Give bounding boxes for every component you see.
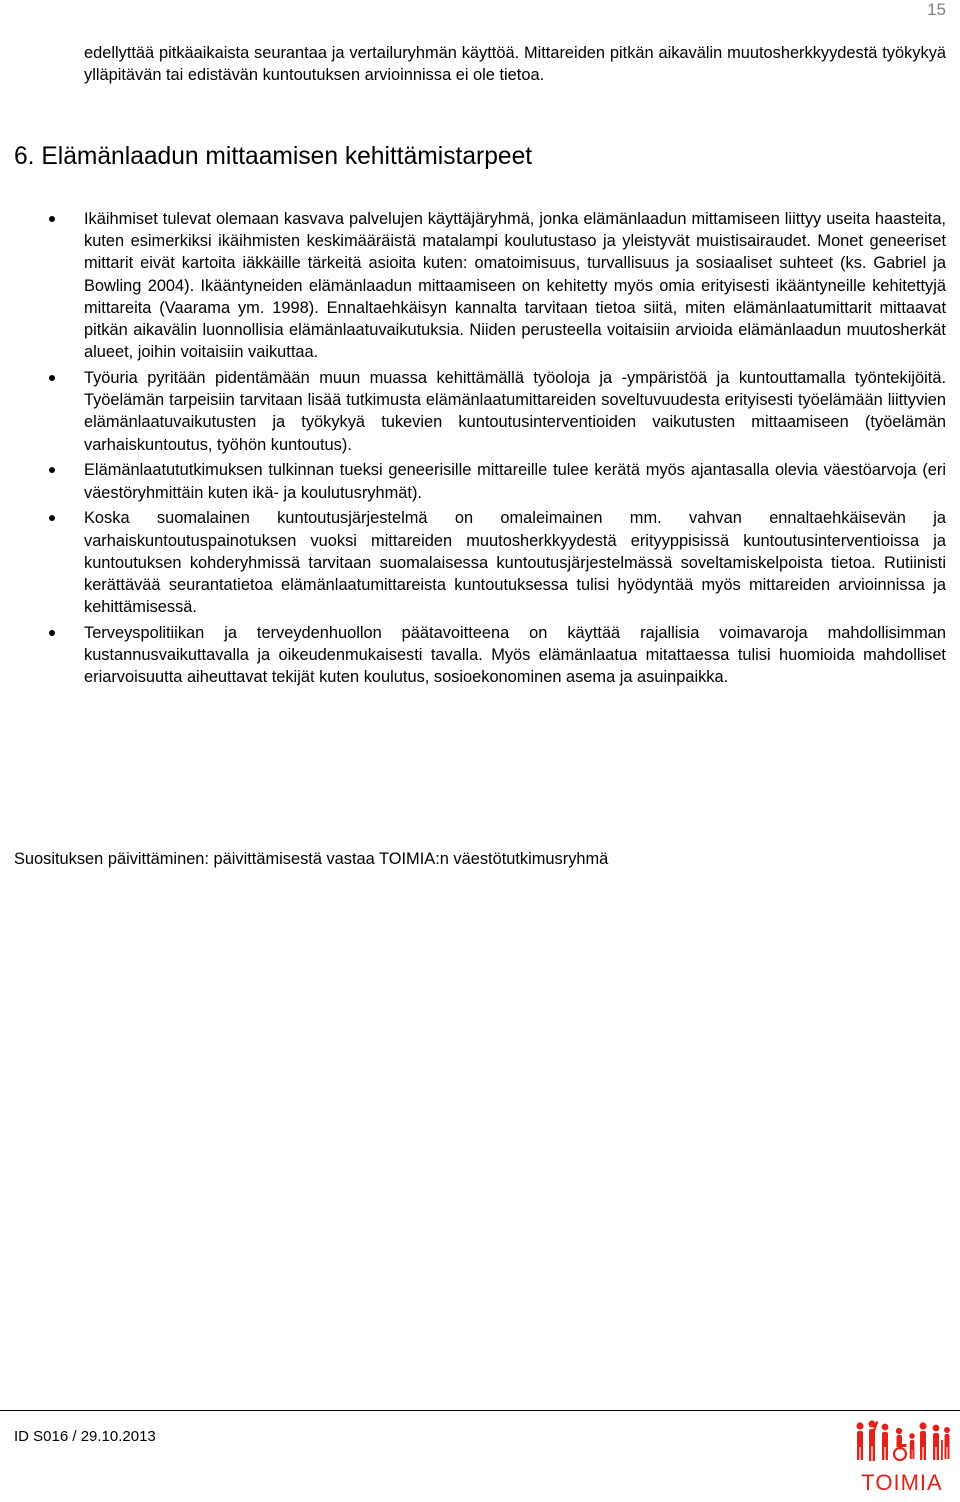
people-figures-logo-icon bbox=[852, 1418, 952, 1470]
bullet-dot-icon bbox=[49, 467, 55, 473]
list-item-text: Koska suomalainen kuntoutusjärjestelmä on omaleimainen mm. vahvan ennaltaehkäisevän ja varhaiskuntoutuspainotuksen vuoksi mittareiden muutosherkkyydestä erityyppisissä kuntoutusinterventioissa ja kuntoutuksen kohderyhmissä tarvitaan suomalaisessa kuntoutusjärjestelmässä soveltamiskelpoista tietoa. Rutiinisti kerättävää seurantatietoa elämänlaatumittareista kuntoutuksessa tulisi hyödyntää myös mittareiden arvioinnissa ja kehittämisessä. bbox=[84, 509, 946, 617]
section-heading: 6. Elämänlaadun mittaamisen kehittämistarpeet bbox=[14, 143, 533, 170]
list-item bbox=[0, 459, 946, 503]
intro-paragraph: edellyttää pitkäaikaista seurantaa ja vertailuryhmän käyttöä. Mittareiden pitkän aikavälin muutosherkkyydestä työkykyä ylläpitävän tai edistävän kuntoutuksen arvioinnissa ei ole tietoa. bbox=[84, 44, 946, 85]
bullet-dot-icon bbox=[49, 630, 55, 636]
bullet-dot-icon bbox=[49, 216, 55, 222]
list-item bbox=[0, 622, 946, 689]
list-item-text: Terveyspolitiikan ja terveydenhuollon päätavoitteena on käyttää rajallisia voimavaroja mahdollisimman kustannusvaikuttavalla ja oikeudenmukaisesti tavalla. Myös elämänlaatua mitattaessa tulisi huomioida mahdolliset eriarvoisuutta aiheuttavat tekijät kuten koulutus, sosioekonominen asema ja asuinpaikka. bbox=[84, 624, 946, 687]
toimia-logo bbox=[852, 1418, 952, 1500]
bullet-list bbox=[0, 208, 946, 692]
page-number: 15 bbox=[927, 0, 946, 19]
list-item-text: Elämänlaatututkimuksen tulkinnan tueksi geneerisille mittareille tulee kerätä myös ajantasalla olevia väestöarvoja (eri väestöryhmittäin kuten ikä- ja koulutusryhmät). bbox=[84, 461, 946, 502]
list-item bbox=[0, 507, 946, 618]
update-note: Suosituksen päivittäminen: päivittämisestä vastaa TOIMIA:n väestötutkimusryhmä bbox=[14, 850, 609, 868]
list-item bbox=[0, 208, 946, 363]
bullet-dot-icon bbox=[49, 375, 55, 381]
document-id: ID S016 / 29.10.2013 bbox=[14, 1428, 156, 1445]
footer-divider bbox=[0, 1410, 960, 1411]
list-item-text: Ikäihmiset tulevat olemaan kasvava palvelujen käyttäjäryhmä, jonka elämänlaadun mittamiseen liittyy useita haasteita, kuten esimerkiksi ikäihmisten keskimääräistä matalampi koulutustaso ja yleistyvät muistisairaudet. Monet geneeriset mittarit eivät kartoita iäkkäille tärkeitä asioita kuten: omatoimisuus, turvallisuus ja sosiaaliset suhteet (ks. Gabriel ja Bowling 2004). Ikääntyneiden elämänlaadun mittaamiseen on kehitetty myös omia erityisesti ikääntyneille kehitettyjä mittareita (Vaarama ym. 1998). Ennaltaehkäisyn kannalta tarvitaan tietoa siitä, miten elämänlaatumittarit mittaavat pitkän aikavälin luonnollisia elämänlaatuvaikutuksia. Niiden perusteella voitaisiin arvioida elämänlaadun muutosherkät alueet, joihin voitaisiin vaikuttaa. bbox=[84, 210, 946, 362]
bullet-dot-icon bbox=[49, 515, 55, 521]
list-item bbox=[0, 367, 946, 456]
logo-text: TOIMIA bbox=[861, 1470, 943, 1495]
list-item-text: Työuria pyritään pidentämään muun muassa kehittämällä työoloja ja -ympäristöä ja kuntouttamalla työntekijöitä. Työelämän tarpeisiin tarvitaan lisää tutkimusta elämänlaatumittareiden soveltuvuudesta erityisesti työelämään liittyvien elämänlaatuvaikutusten ja työkykyä tukevien kuntoutusinterventioiden vaikutusten mittaamiseen (työelämän varhaiskuntoutus, työhön kuntoutus). bbox=[84, 369, 946, 454]
